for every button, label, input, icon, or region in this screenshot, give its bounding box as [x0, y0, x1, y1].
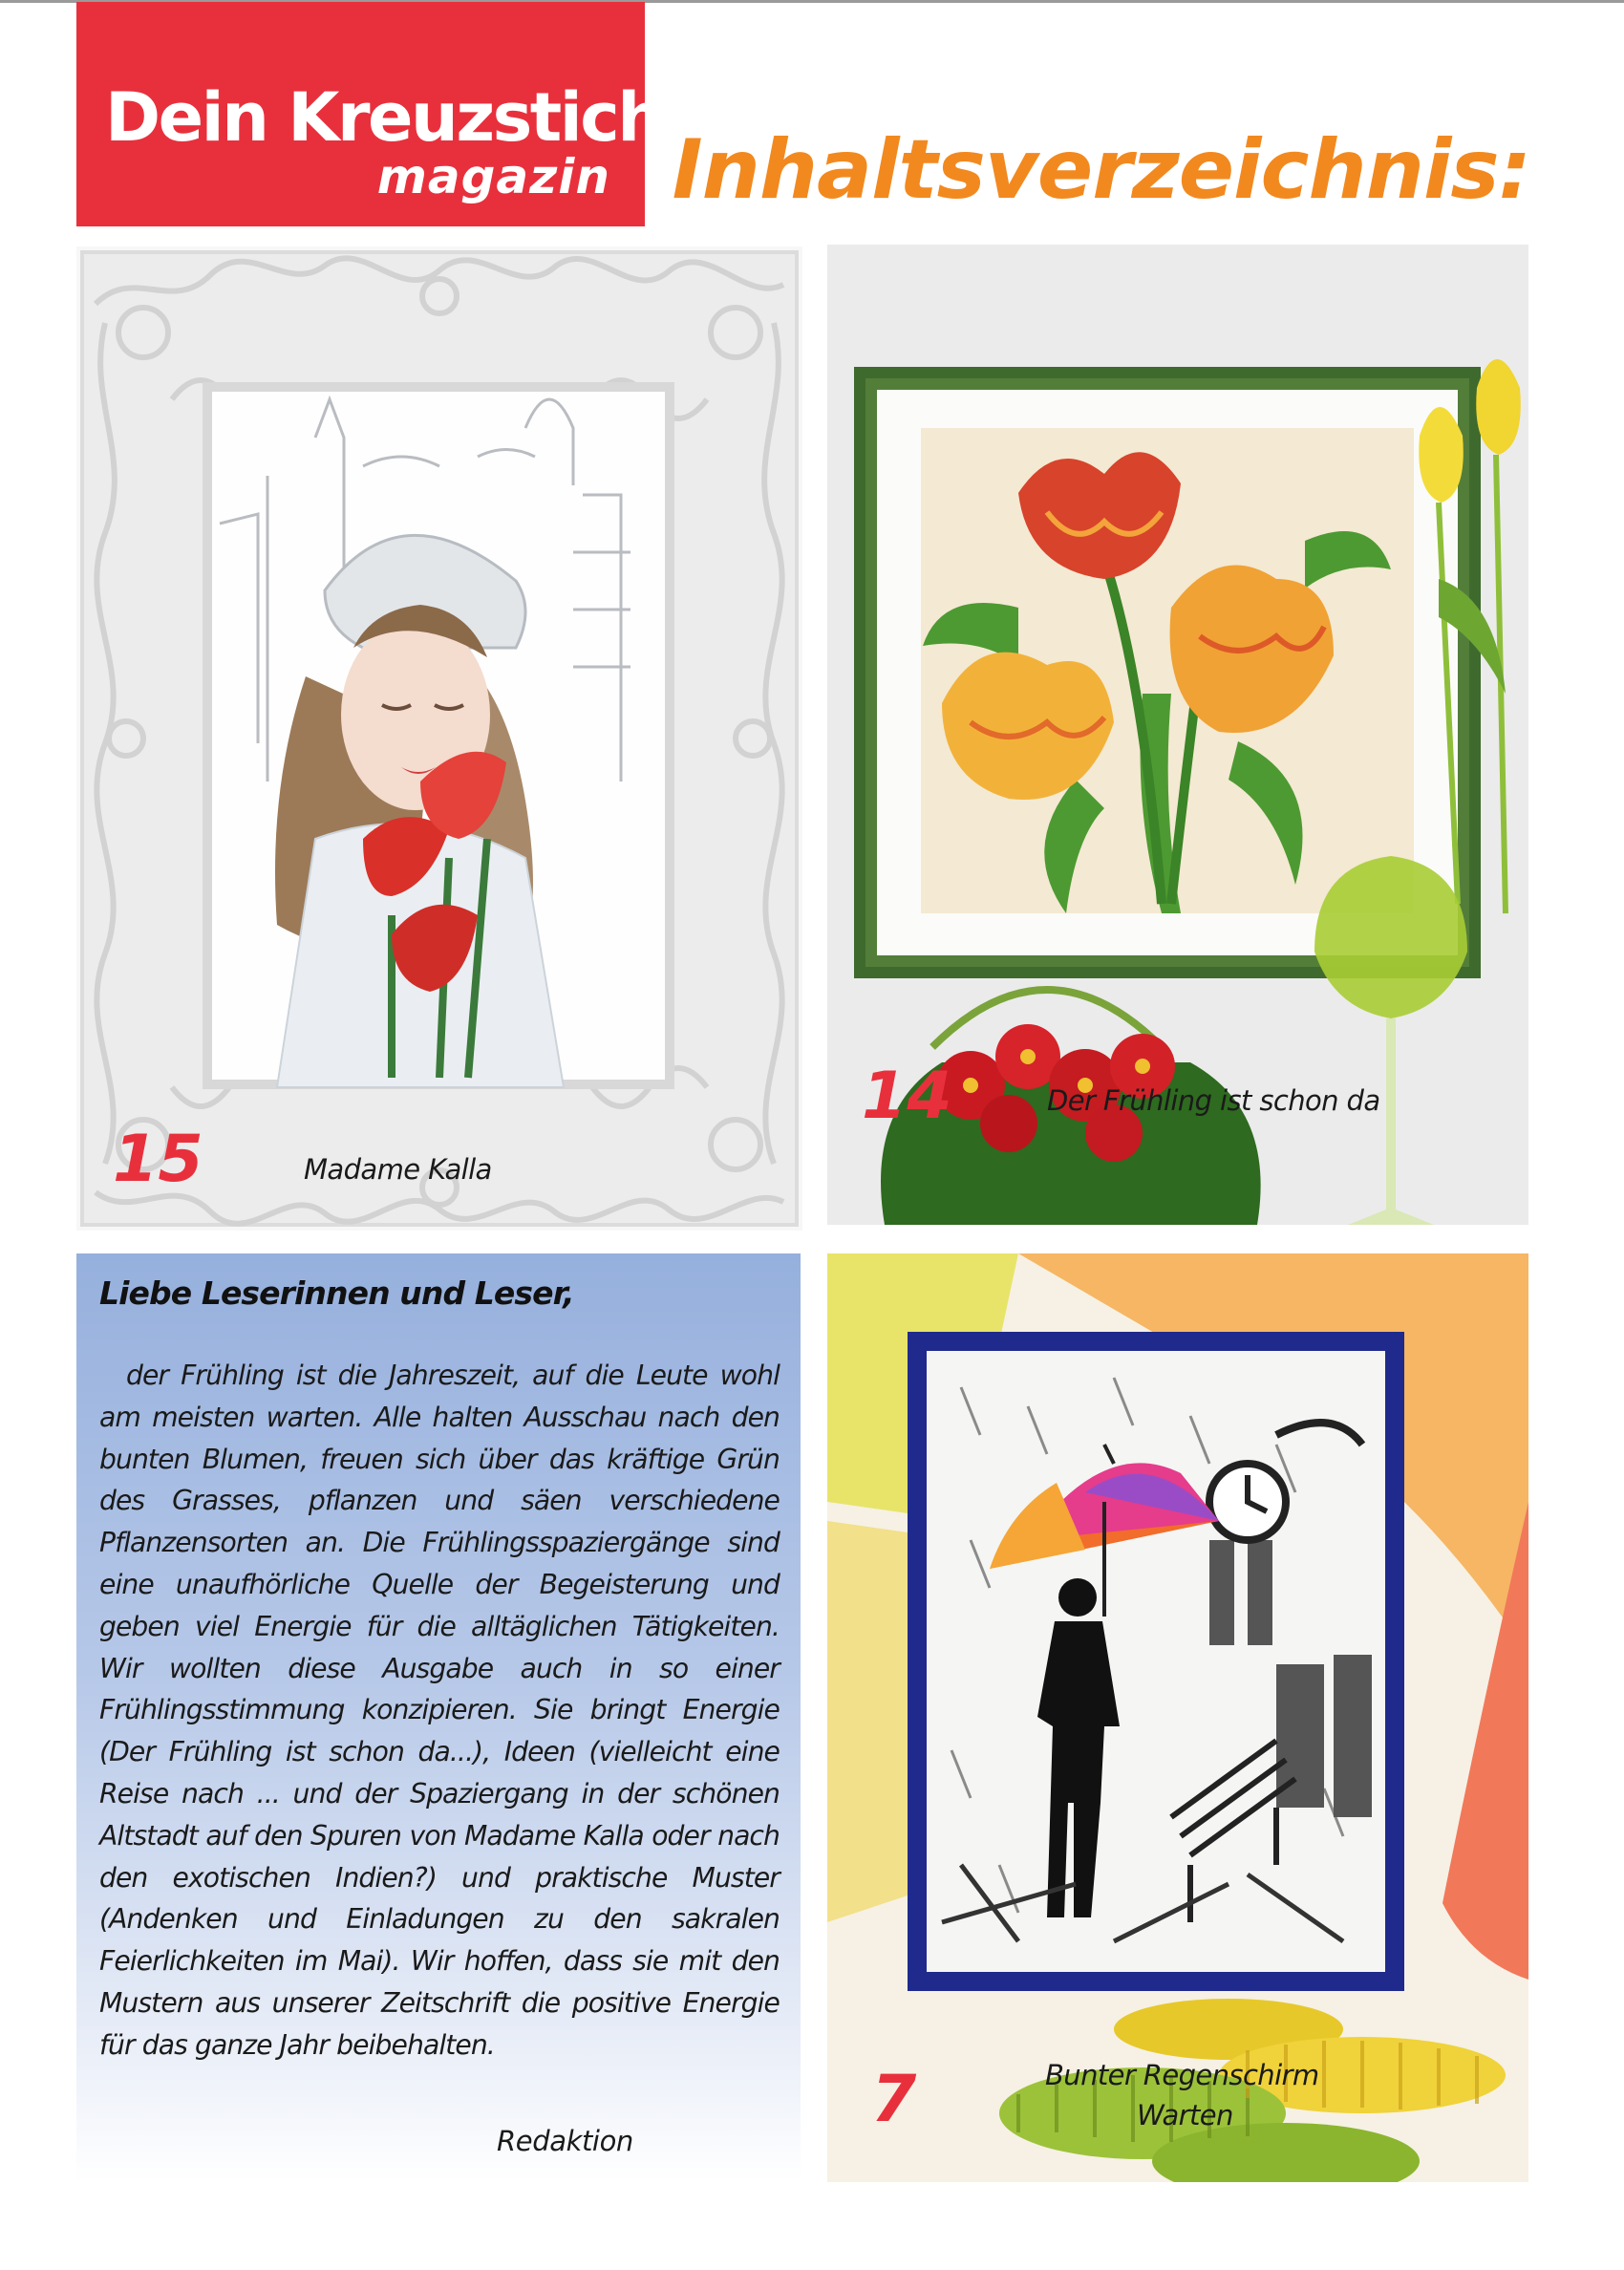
item-caption-line1: Bunter Regenschirm [1045, 2059, 1319, 2091]
page-number: 7 [871, 2062, 917, 2137]
magazine-logo [76, 2, 663, 226]
madame-kalla-image [76, 246, 802, 1231]
logo-main-text: Dein Kreuzstich [105, 78, 663, 157]
item-caption: Der Frühling ist schon da [1047, 1084, 1380, 1117]
editorial-signature: Redaktion [497, 2125, 633, 2157]
page-title: Inhaltsverzeichnis: [672, 122, 1530, 218]
toc-item-der-fruehling-ist-schon-da[interactable] [827, 245, 1528, 1225]
toc-item-madame-kalla[interactable] [76, 246, 802, 1231]
item-caption: Madame Kalla [304, 1153, 492, 1186]
logo-sub-text: magazin [376, 149, 610, 204]
umbrella-image [827, 1253, 1528, 2182]
item-caption-line2: Warten [1137, 2099, 1233, 2131]
editorial-box [76, 1253, 801, 2182]
page-number: 14 [862, 1059, 952, 1134]
toc-item-bunter-regenschirm[interactable] [827, 1253, 1528, 2182]
editorial-body: der Frühling ist die Jahreszeit, auf die Leute wohl am meisten warten. Alle halten Ausschau nach den bunten Blumen, freuen sich über das kräftige Grün des Grasses, pflanzen und säen verschiedene Pflanzensorten an. Die Frühlingsspaziergänge sind eine unaufhörliche Quelle der Begeisterung und geben viel Energie für die alltäglichen Tätigkeiten. Wir wollten diese Ausgabe auch in so einer Frühlingsstimmung konzipieren. Sie bringt Energie (Der Frühling ist schon da...), Ideen (vielleicht eine Reise nach ... und der Spaziergang in der schönen Altstadt auf den Spuren von Madame Kalla oder nach den exotischen Indien?) und praktische Muster (Andenken und Einladungen zu den sakralen Feierlichkeiten im Mai). Wir hoffen, dass sie mit den Mustern aus unserer Zeitschrift die positive Energie für das ganze Jahr beibehalten. [99, 1360, 780, 2061]
page-number: 15 [113, 1122, 203, 1197]
editorial-greeting: Liebe Leserinnen und Leser, [99, 1274, 574, 1312]
